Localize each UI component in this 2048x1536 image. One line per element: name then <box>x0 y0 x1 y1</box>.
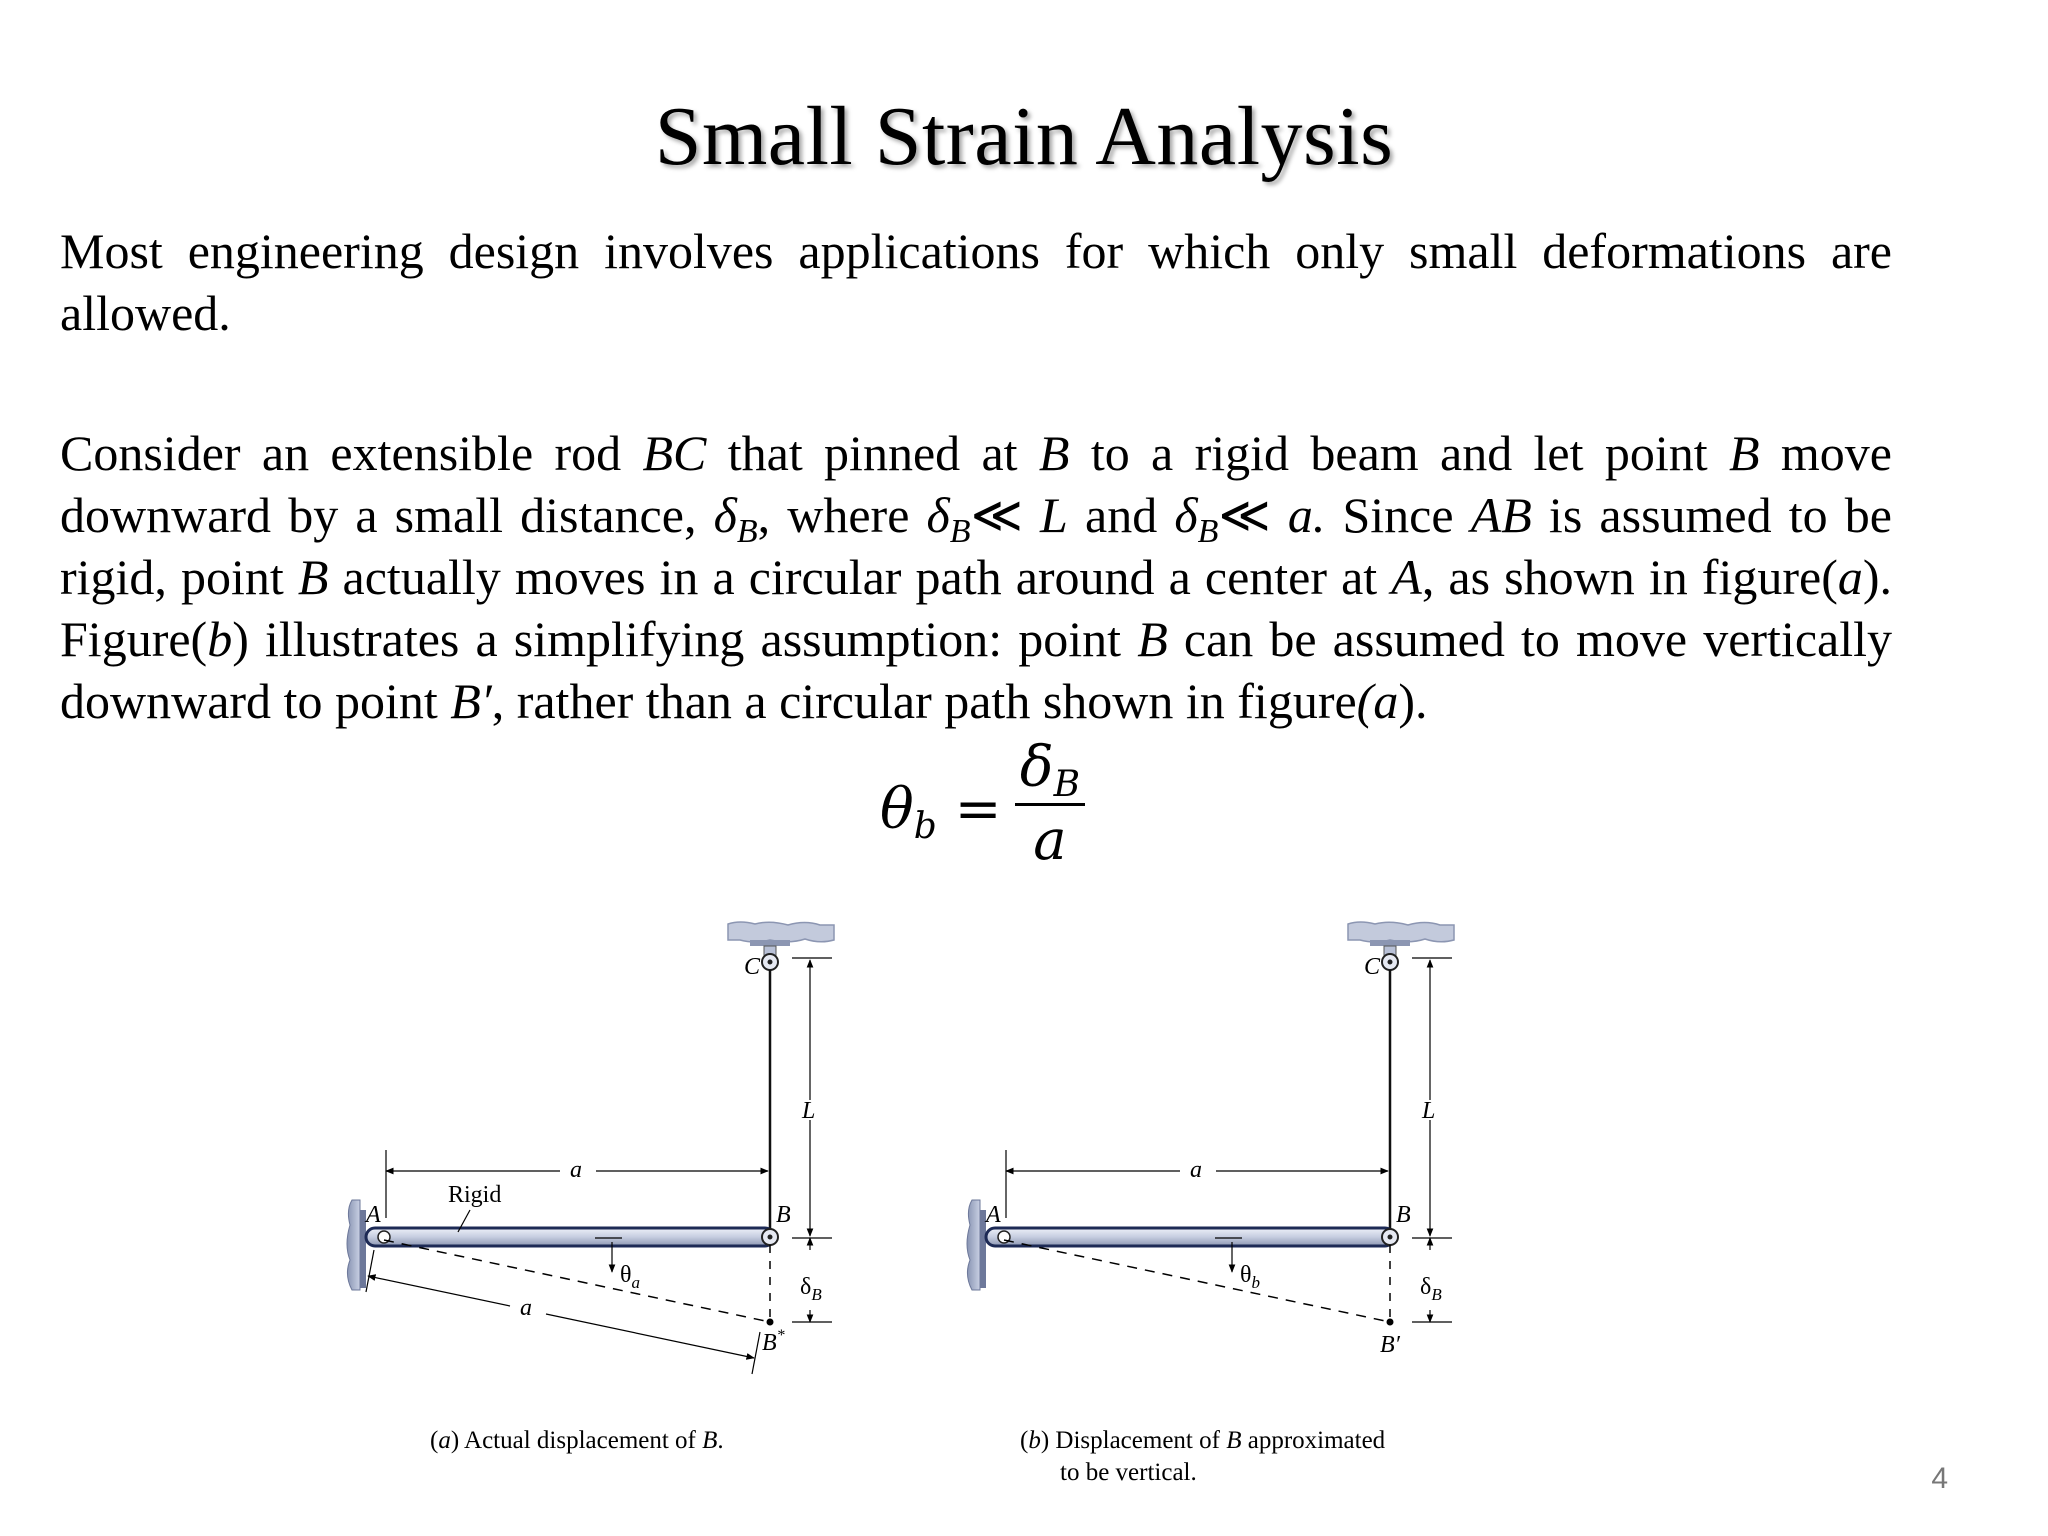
label-a-point-a: A <box>366 1202 381 1228</box>
label-a-bottom-a: a <box>520 1295 532 1321</box>
label-c-a: C <box>744 954 761 980</box>
label-bstar: B* <box>762 1327 785 1356</box>
equation-lhs: $\theta_b$ = <box>880 777 1002 847</box>
ceiling-support-b <box>1348 922 1454 942</box>
page-number: 4 <box>1931 1462 1948 1495</box>
equation-fraction <box>1015 735 1085 876</box>
label-c-b: C <box>1364 954 1381 980</box>
label-delta-a: $\delta_B$ <box>800 1274 822 1304</box>
label-rigid: Rigid <box>448 1182 502 1208</box>
label-theta-b: $\theta_b$ <box>1240 1262 1260 1292</box>
figure-a <box>347 922 834 1454</box>
equation-numerator: $\delta_B$ <box>1019 735 1081 805</box>
label-a-top-b: a <box>1190 1157 1202 1183</box>
label-l-a: L <box>802 1098 816 1124</box>
equation-denominator: a <box>1033 808 1067 873</box>
caption-b: (b) Displacement of B approximated <box>1020 1427 1386 1454</box>
wall-b <box>967 1200 980 1290</box>
label-b-point-b: B <box>1396 1202 1411 1228</box>
label-b-point-a: B <box>776 1202 791 1228</box>
rigid-beam-a <box>366 1228 774 1246</box>
slide-title: Small Strain Analysis <box>654 90 1394 183</box>
intro-paragraph: Most engineering design involves applications for which only small deformations are allowed. <box>60 223 1892 341</box>
figure-b <box>967 922 1454 1486</box>
label-l-b: L <box>1422 1098 1436 1124</box>
ceiling-support-a <box>728 922 834 942</box>
description-paragraph: Consider an extensible rod BC that pinned at B to a rigid beam and let point B move downward by a small distance, $\delta_B$, where $\delta_B≪$ L and $\delta_B≪$ a. Since AB is assumed to be rigid, point B actually moves in a circular path around a center at A, as shown in figure(a). Figure(b) illustrates a simplifying assumption: point B can be assumed to move vertically downward to point B′, rather than a circular path shown in figure(a). <box>60 425 1892 729</box>
point-bprime <box>1387 1319 1394 1326</box>
caption-b-line2: to be vertical. <box>1060 1459 1197 1486</box>
beam-figures <box>300 900 1520 1500</box>
label-a-top-a: a <box>570 1157 582 1183</box>
label-a-point-b: A <box>986 1202 1001 1228</box>
label-delta-b: $\delta_B$ <box>1420 1274 1442 1304</box>
caption-a: (a) Actual displacement of B. <box>430 1427 724 1454</box>
point-bstar <box>767 1319 774 1326</box>
rigid-beam-b <box>986 1228 1394 1246</box>
label-theta-a: $\theta_a$ <box>620 1262 640 1292</box>
wall-a <box>347 1200 360 1290</box>
label-bprime: B′ <box>1380 1332 1400 1358</box>
